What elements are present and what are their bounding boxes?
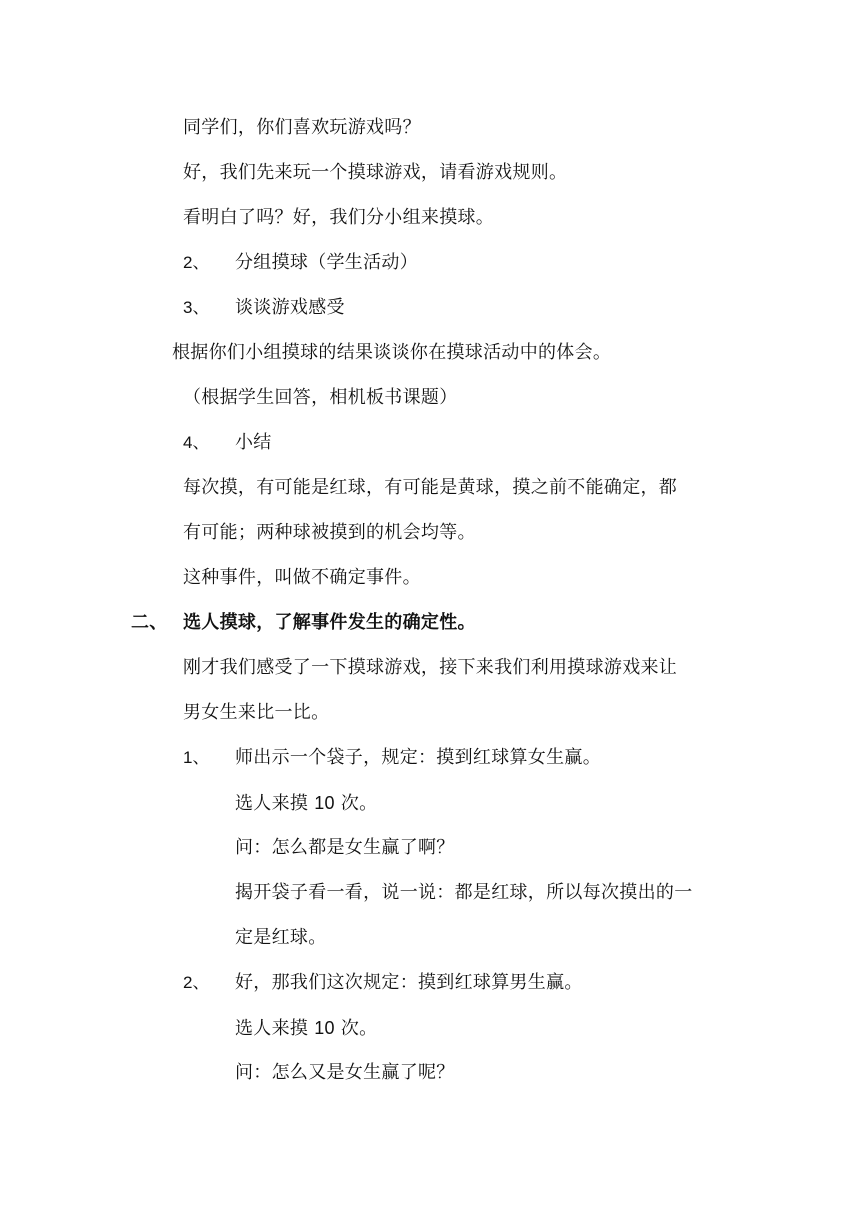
text-segment: 选人来摸 [235,1018,315,1039]
text-line [235,1016,377,1041]
list-item-text: 师出示一个袋子，规定：摸到红球算女生赢。 [235,747,601,768]
text-line: 每次摸，有可能是红球，有可能是黄球，摸之前不能确定，都 [183,477,678,498]
text-line: （根据学生回答，相机板书课题） [183,387,458,408]
text-segment: 选人来摸 [235,793,315,814]
list-number: 2、 [183,973,210,992]
text-line: 问：怎么又是女生赢了呢？ [235,1062,455,1083]
list-item-text: 小结 [235,432,272,453]
text-line: 有可能；两种球被摸到的机会均等。 [183,522,476,543]
list-number: 2、 [183,253,210,272]
list-number: 3、 [183,298,210,317]
section-number: 二、 [131,612,168,633]
text-line: 好，我们先来玩一个摸球游戏，请看游戏规则。 [183,162,568,183]
text-line: 看明白了吗？好，我们分小组来摸球。 [183,207,495,228]
list-item-text: 谈谈游戏感受 [235,297,345,318]
text-line: 定是红球。 [235,927,327,948]
number-value: 10 [314,793,335,813]
text-line: 问：怎么都是女生赢了啊？ [235,837,455,858]
list-number: 1、 [183,748,210,767]
text-line: 揭开袋子看一看，说一说：都是红球，所以每次摸出的一 [235,882,693,903]
text-line: 同学们，你们喜欢玩游戏吗？ [183,117,421,138]
list-item-text: 分组摸球（学生活动） [235,252,418,273]
text-segment: 次。 [334,793,378,814]
text-line: 这种事件，叫做不确定事件。 [183,567,421,588]
text-line [235,791,377,816]
text-line: 根据你们小组摸球的结果谈谈你在摸球活动中的体会。 [172,342,612,363]
number-value: 10 [314,1018,335,1038]
text-line: 刚才我们感受了一下摸球游戏，接下来我们利用摸球游戏来让 [183,657,678,678]
text-segment: 次。 [334,1018,378,1039]
list-number: 4、 [183,433,210,452]
section-heading: 选人摸球，了解事件发生的确定性。 [183,612,476,633]
list-item-text: 好，那我们这次规定：摸到红球算男生赢。 [235,972,583,993]
text-line: 男女生来比一比。 [183,702,330,723]
